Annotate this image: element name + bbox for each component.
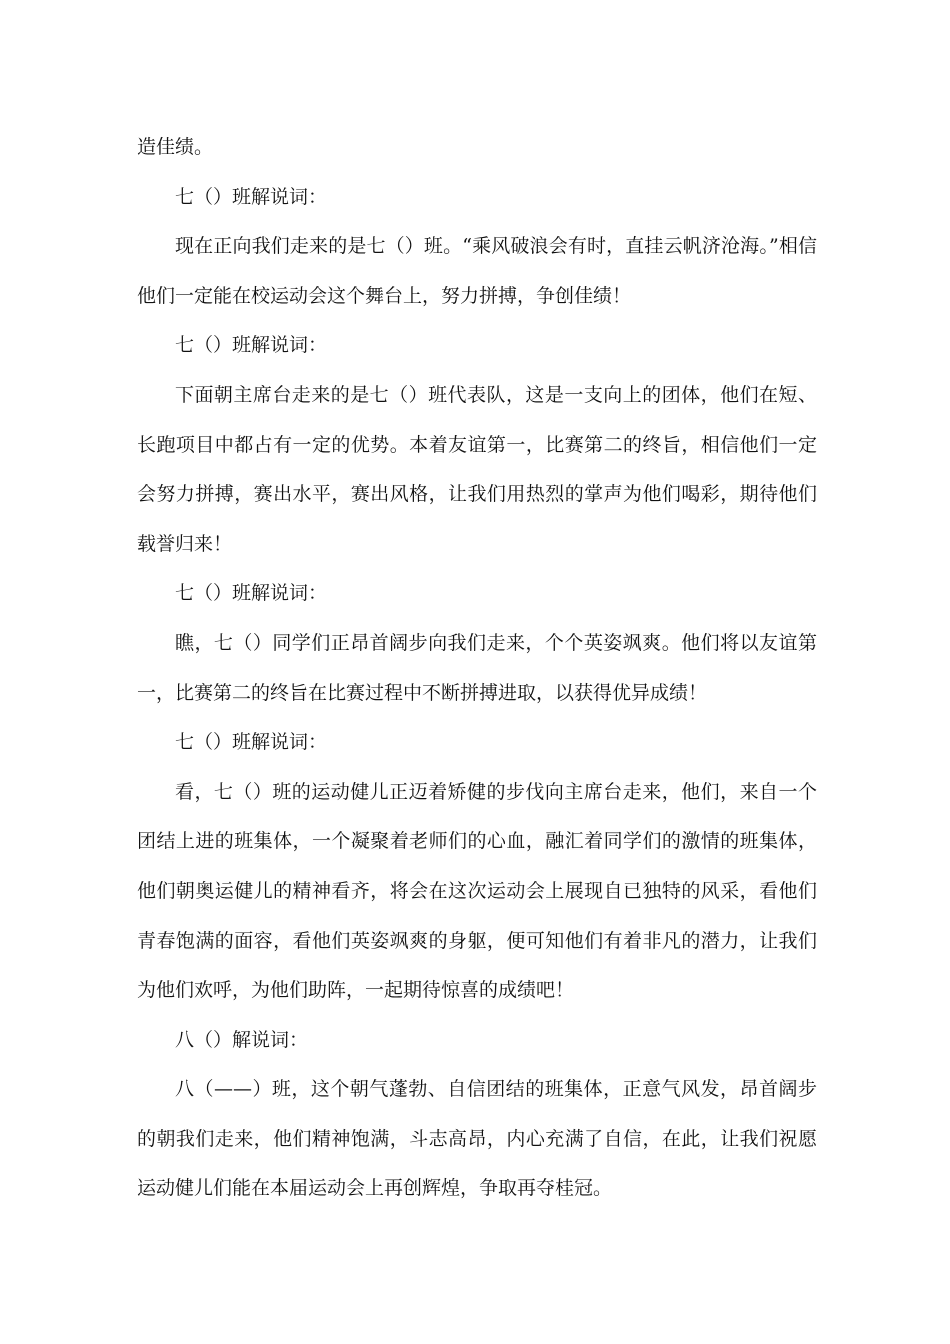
document-body xyxy=(137,123,817,1214)
paragraph-continuation: 造佳绩。 xyxy=(137,136,214,158)
section-heading: 七（）班解说词： xyxy=(175,582,328,605)
section-heading: 七（）班解说词： xyxy=(175,334,328,357)
paragraph: 瞧，七（）同学们正昂首阔步向我们走来，个个英姿飒爽。他们将以友谊第一，比赛第二的终旨在比赛过程中不断拼搏进取，以获得优异成绩！ xyxy=(137,631,817,704)
section-heading: 七（）班解说词： xyxy=(175,731,328,754)
paragraph: 看，七（）班的运动健儿正迈着矫健的步伐向主席台走来，他们，来自一个团结上进的班集体，一个凝聚着老师们的心血，融汇着同学们的激情的班集体，他们朝奥运健儿的精神看齐，将会在这次运动会上展现自已独特的风采，看他们青春饱满的面容，看他们英姿飒爽的身躯，便可知他们有着非凡的潜力，让我们为他们欢呼，为他们助阵，一起期待惊喜的成绩吧！ xyxy=(137,780,817,1002)
section-heading: 七（）班解说词： xyxy=(175,185,328,208)
paragraph: 下面朝主席台走来的是七（）班代表队，这是一支向上的团体，他们在短、长跑项目中都占有一定的优势。本着友谊第一，比赛第二的终旨，相信他们一定会努力拼搏，赛出水平，赛出风格，让我们用热烈的掌声为他们喝彩，期待他们载誉归来！ xyxy=(137,383,817,555)
paragraph: 现在正向我们走来的是七（）班。“乘风破浪会有时，直挂云帆济沧海。”相信他们一定能在校运动会这个舞台上，努力拼搏，争创佳绩！ xyxy=(137,235,817,307)
paragraph: 八（——）班，这个朝气蓬勃、自信团结的班集体，正意气风发，昂首阔步的朝我们走来，他们精神饱满，斗志高昂，内心充满了自信，在此，让我们祝愿运动健儿们能在本届运动会上再创辉煌，争取再夺桂冠。 xyxy=(137,1078,817,1200)
section-heading: 八（）解说词： xyxy=(175,1028,309,1051)
